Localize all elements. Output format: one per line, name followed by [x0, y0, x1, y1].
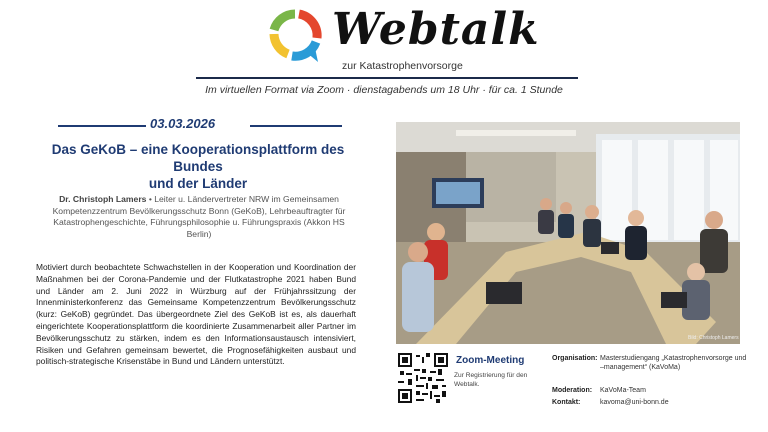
organisation-label: Organisation:	[552, 355, 598, 362]
contact-label: Kontakt:	[552, 399, 581, 406]
brand-subtitle: zur Katastrophenvorsorge	[342, 60, 463, 72]
event-title	[30, 141, 366, 192]
qr-code[interactable]	[398, 353, 448, 403]
organisation-value: Masterstudiengang „Katastrophenvorsorge und –management“ (KaVoMa)	[600, 355, 747, 371]
speaker-name: Dr. Christoph Lamers	[59, 194, 147, 204]
contact-email-link[interactable]: kavoma@uni-bonn.de	[600, 399, 669, 406]
tagline: Im virtuellen Format via Zoom · dienstagabends um 18 Uhr · für ca. 1 Stunde	[205, 84, 563, 96]
moderation-value: KaVoMa-Team	[600, 387, 646, 394]
header-divider	[196, 77, 578, 79]
speaker-info	[40, 194, 358, 240]
zoom-meeting-title[interactable]: Zoom-Meeting	[456, 355, 525, 366]
event-title-line2: und der Länder	[148, 176, 248, 191]
event-description: Motiviert durch beobachtete Schwachstellen in der Kooperation und Koordination der Maßnahmen bei der Corona-Pandemie und der Flutkatastrophe 2021 haben Bund und Länder am 2. Juni 2022 in Würzburg auf der Frühjahrssitzung der Innenministerkonferenz das Gemeinsame Kompetenzzentrum Bevölkerungsschutz (kurz: GeKoB) gegründet. Das übergeordnete Ziel des GeKoB ist es, als dauerhaft eingerichtete Kooperationsplattform die koordinierte Zusammenarbeit aller Partner im Bevölkerungsschutz zu stärken, indem es den Informationsaustausch intensiviert, Risiken und Gefahren gemeinsam bewertet, die Prognosefähigkeiten ausbaut und politisch-strategische Krisenstäbe in Bund und Ländern unterstützt.	[36, 262, 356, 367]
event-title-line1: Das GeKoB – eine Kooperationsplattform des Bundes	[51, 142, 345, 174]
moderation-label: Moderation:	[552, 387, 593, 394]
brand-wordmark: Webtalk	[332, 4, 540, 55]
meeting-photo	[396, 122, 740, 344]
zoom-meeting-subtitle: Zur Registrierung für den Webtalk.	[454, 372, 528, 388]
date-divider-left	[58, 125, 146, 127]
date-divider-right	[250, 125, 342, 127]
photo-credit: Bild: Christoph Lamers	[688, 335, 739, 341]
event-date: 03.03.2026	[150, 116, 216, 131]
webtalk-logo-icon	[266, 8, 324, 64]
speaker-bio: • Leiter u. Ländervertreter NRW im Gemeinsamen Kompetenzzentrum Bevölkerungsschutz Bonn (GeKoB), Lehrbeauftragter für Katastrophengeschichte, Führungsphilosophie u. Führungspraxis (Akkon HS Berlin)	[52, 194, 346, 239]
